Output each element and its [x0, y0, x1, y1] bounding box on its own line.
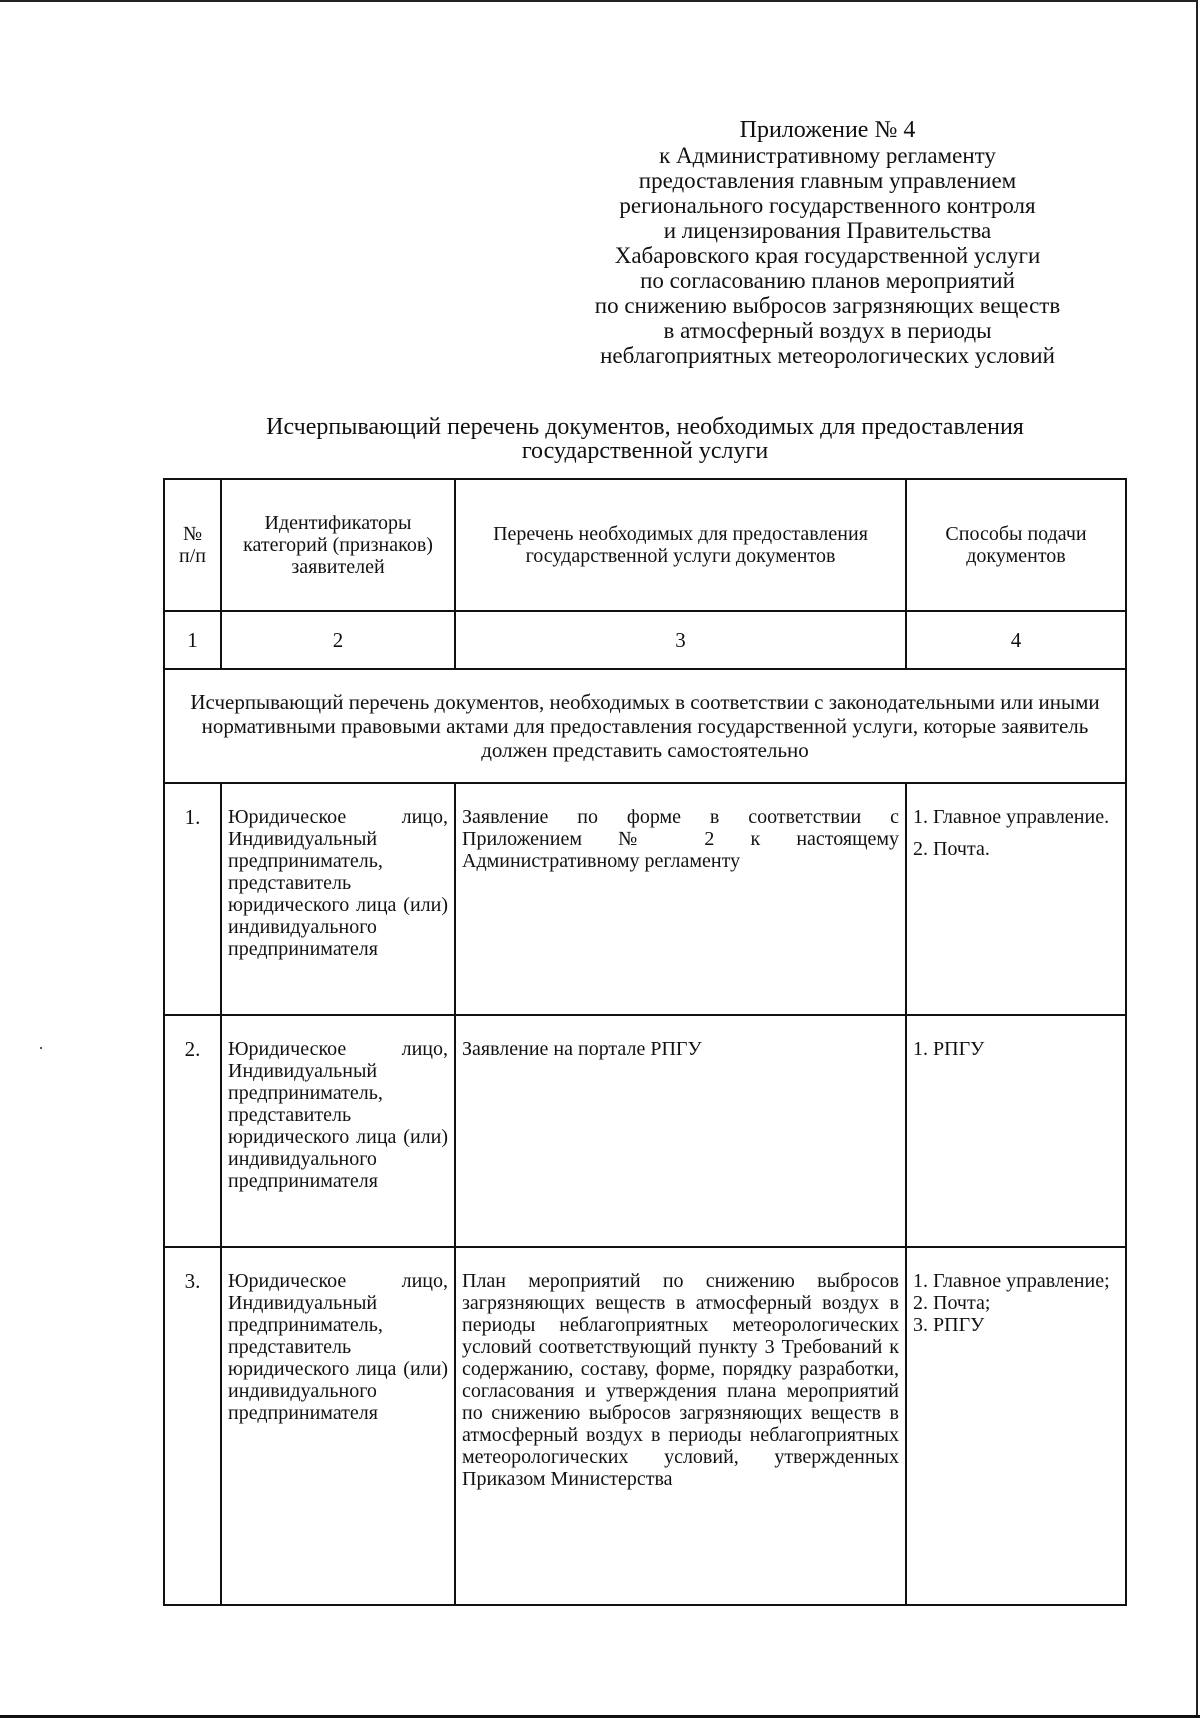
appendix-line: неблагоприятных метеорологических условий — [600, 343, 1055, 368]
scan-speck — [40, 1047, 42, 1049]
method-item: 1. РПГУ — [913, 1038, 985, 1060]
table-header-row — [164, 479, 1126, 611]
column-number-row — [164, 611, 1126, 669]
appendix-line: регионального государственного контроля — [619, 193, 1036, 218]
documents-table — [163, 478, 1127, 1606]
method-item: 3. РПГУ — [913, 1314, 985, 1336]
appendix-line: по согласованию планов мероприятий — [640, 268, 1015, 293]
appendix-line: предоставления главным управлением — [638, 168, 1017, 193]
column-number: 3 — [455, 611, 906, 669]
table-row — [164, 1015, 1126, 1247]
applicant-cell: Юридическое лицо, Индивидуальный предприниматель, представитель юридического лица (или) индивидуального предпринимателя — [221, 1015, 455, 1247]
method-item: 2. Почта. — [913, 838, 990, 860]
document-cell: План мероприятий по снижению выбросов загрязняющих веществ в атмосферный воздух в периоды неблагоприятных метеорологических условий соответствующий пункту 3 Требований к содержанию, составу, форме, порядку разработки, согласования и утверждения плана мероприятий по снижению выбросов загрязняющих веществ в атмосферный воздух в периоды неблагоприятных метеорологических условий, утвержденных Приказом Министерства — [455, 1247, 906, 1605]
methods-cell — [906, 1247, 1126, 1605]
method-item: 2. Почта; — [913, 1292, 991, 1314]
table-row — [164, 1247, 1126, 1605]
methods-cell — [906, 1015, 1126, 1247]
methods-cell — [906, 783, 1126, 1015]
appendix-line: Приложение № 4 — [739, 117, 916, 143]
appendix-line: и лицензирования Правительства — [663, 218, 992, 243]
appendix-header — [525, 118, 1130, 368]
row-number: 3. — [164, 1247, 221, 1605]
applicant-cell: Юридическое лицо, Индивидуальный предприниматель, представитель юридического лица (или) индивидуального предпринимателя — [221, 783, 455, 1015]
appendix-line: по снижению выбросов загрязняющих веществ — [594, 293, 1061, 318]
applicant-cell: Юридическое лицо, Индивидуальный предприниматель, представитель юридического лица (или) индивидуального предпринимателя — [221, 1247, 455, 1605]
header-cell-methods: Способы подачи документов — [906, 479, 1126, 611]
table-row — [164, 783, 1126, 1015]
document-title — [150, 415, 1140, 463]
title-line: государственной услуги — [521, 438, 769, 464]
header-cell-applicants: Идентификаторы категорий (признаков) заявителей — [221, 479, 455, 611]
method-item: 1. Главное управление. — [913, 806, 1110, 828]
appendix-line: к Административному регламенту — [659, 143, 996, 168]
header-cell-documents: Перечень необходимых для предоставления государственной услуги документов — [455, 479, 906, 611]
header-cell-number: № п/п — [164, 479, 221, 611]
document-cell: Заявление по форме в соответствии с Приложением № 2 к настоящему Административному регламенту — [455, 783, 906, 1015]
appendix-line: в атмосферный воздух в периоды — [663, 318, 992, 343]
column-number: 4 — [906, 611, 1126, 669]
title-line: Исчерпывающий перечень документов, необходимых для предоставления — [266, 414, 1024, 440]
method-item: 1. Главное управление; — [913, 1270, 1110, 1292]
section-heading-row — [164, 669, 1126, 783]
section-heading: Исчерпывающий перечень документов, необходимых в соответствии с законодательными или иными нормативными правовыми актами для предоставления государственной услуги, которые заявитель должен представить самостоятельно — [164, 669, 1126, 783]
column-number: 2 — [221, 611, 455, 669]
document-cell: Заявление на портале РПГУ — [455, 1015, 906, 1247]
appendix-line: Хабаровского края государственной услуги — [614, 243, 1041, 268]
row-number: 1. — [164, 783, 221, 1015]
row-number: 2. — [164, 1015, 221, 1247]
column-number: 1 — [164, 611, 221, 669]
